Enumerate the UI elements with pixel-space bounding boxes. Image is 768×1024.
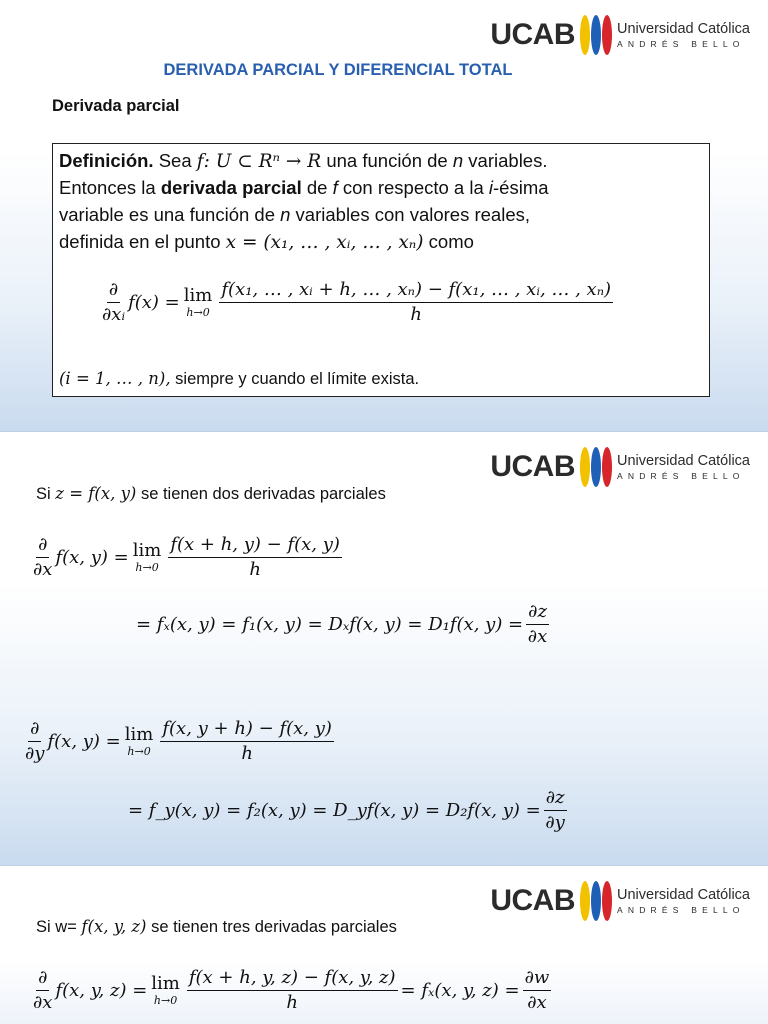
point-expression: x = (x₁, … , xᵢ, … , xₙ) <box>225 232 424 253</box>
logo-university: Universidad Católica <box>617 21 750 37</box>
slide-2 <box>0 432 768 866</box>
partial-derivative-formula: $\frac{\partial}{\text{∂xᵢ}}$ f(x) = lim h→0 $\frac{\text{f(x₁, … , xᵢ + h, … , xₙ) − f(x₁, … , xᵢ, … , xₙ)}}{h}$ <box>102 279 612 325</box>
partial-x-three-variables: $\frac{\partial}{\partial x}$ f(x, y, z) = lim h→0 $\frac{f(x + h, y, z) - f(x, y, z)}{h}$ = fₓ(x, y, z) = $\frac{\partial w}{\partial x}$ <box>33 967 550 1013</box>
ucab-logo: UCAB Universidad Católica ANDRÉS BELLO <box>490 444 750 490</box>
definition-footer: (i = 1, … , n), siempre y cuando el límite exista. <box>59 369 420 388</box>
definition-line-4: definida en el punto x = (x₁, … , xᵢ, … , xₙ) como <box>59 231 474 253</box>
intro-two-variables: Si z = f(x, y) se tienen dos derivadas parciales <box>36 484 386 503</box>
logo-flame-icon <box>579 444 613 490</box>
slide-1 <box>0 0 768 432</box>
ucab-logo <box>490 12 750 58</box>
definition-line-3: variable es una función de n variables con valores reales, <box>59 204 531 225</box>
definition-line-1: Definición. Sea f: U ⊂ Rⁿ → R una función de n variables. <box>59 150 548 172</box>
partial-x-definition: $\frac{\partial}{\partial x}$ f(x, y) = lim h→0 $\frac{f(x + h, y) - f(x, y)}{h}$ <box>33 534 340 580</box>
logo-flame-icon <box>579 878 613 924</box>
section-heading: Derivada parcial <box>52 97 180 115</box>
logo-mark-text: UCAB <box>490 18 576 51</box>
definition-line-2: Entonces la derivada parcial de f con respecto a la i-ésima <box>59 177 549 198</box>
logo-flame-icon <box>579 12 613 58</box>
partial-y-definition: $\frac{\partial}{\partial y}$ f(x, y) = lim h→0 $\frac{f(x, y + h) - f(x, y)}{h}$ <box>25 718 332 764</box>
definition-box <box>52 143 710 397</box>
logo-subname: ANDRÉS BELLO <box>617 38 745 49</box>
slide-3 <box>0 866 768 1024</box>
slide-title: DERIVADA PARCIAL Y DIFERENCIAL TOTAL <box>163 61 513 79</box>
function-map: f: U ⊂ Rⁿ → R <box>196 151 322 172</box>
definition-label: Definición. <box>59 150 154 171</box>
partial-y-notations: = f_y(x, y) = f₂(x, y) = D_yf(x, y) = D₂f(x, y) = $\frac{\partial z}{\partial y}$ <box>128 787 565 833</box>
partial-x-notations: = fₓ(x, y) = f₁(x, y) = Dₓf(x, y) = D₁f(x, y) = $\frac{\partial z}{\partial x}$ <box>136 601 548 647</box>
intro-three-variables: Si w= f(x, y, z) se tienen tres derivadas parciales <box>36 917 397 936</box>
ucab-logo: UCAB Universidad Católica ANDRÉS BELLO <box>490 878 750 924</box>
